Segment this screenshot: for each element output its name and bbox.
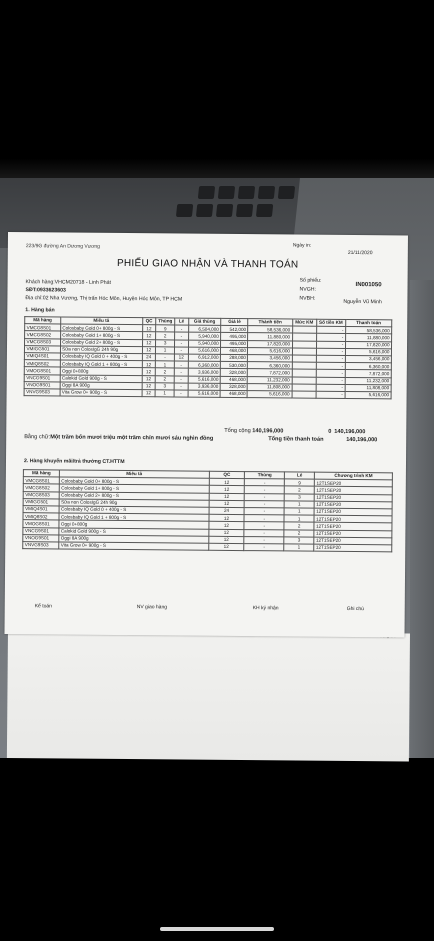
- promo-table-cell: -: [244, 515, 284, 523]
- sales-table-cell: 495,000: [221, 340, 248, 347]
- sales-table-cell: VNCG9S01: [24, 374, 60, 381]
- laptop-edge: [410, 280, 434, 758]
- nvbh-value: Nguyễn Vũ Minh: [343, 298, 382, 306]
- sales-table-cell: 5,940,000: [188, 332, 221, 339]
- promo-table-cell: Colosbaby Gold 2+ 800g - S: [59, 492, 209, 500]
- sales-table-cell: 11,232,000: [248, 376, 292, 384]
- print-date-label: Ngày in:: [292, 242, 312, 249]
- sales-table-cell: VNOG9S01: [24, 381, 60, 388]
- sales-table-cell: -: [316, 377, 345, 384]
- sales-table-cell: 5,616,000: [345, 391, 391, 399]
- sales-table-cell: Calokid Gold 900g - S: [60, 374, 142, 382]
- sales-table-cell: Colosbaby Gold 0+ 800g - S: [60, 324, 142, 332]
- sales-table-cell: 328,000: [220, 383, 247, 390]
- promo-table-cell: VMIQ8S02: [23, 513, 59, 521]
- promo-table-cell: 12T1SEP20: [314, 530, 392, 538]
- sales-table-cell: 3,456,000: [248, 355, 292, 363]
- promo-table-cell: VNCG9S01: [23, 527, 59, 535]
- promo-table-cell: -: [244, 536, 284, 544]
- home-indicator[interactable]: [160, 927, 274, 931]
- keyboard-key: [216, 204, 233, 217]
- promo-table-cell: 12: [208, 536, 244, 544]
- sales-table-cell: Oggi 0+800g: [60, 367, 142, 375]
- sales-table-cell: -: [174, 347, 188, 354]
- promo-column-header: Mã hàng: [23, 470, 59, 478]
- customer-name: Khách hàng:VHCM20718 - Linh Phát: [25, 279, 111, 286]
- sales-table-cell: Vita Grow 0+ 900g - S: [60, 389, 142, 397]
- sales-table-cell: -: [174, 383, 188, 390]
- promo-table-cell: 1: [284, 515, 314, 522]
- sales-table-cell: 3,936,000: [188, 383, 221, 390]
- paper-lower-area: [7, 630, 410, 762]
- sales-table-cell: 2: [155, 368, 174, 375]
- promo-table-cell: -: [244, 543, 284, 551]
- promo-table-cell: -: [244, 500, 284, 508]
- promo-table-cell: Colosbaby Gold 1+ 800g - S: [59, 484, 209, 492]
- sales-table-cell: 11,808,000: [248, 383, 292, 391]
- promo-table-cell: VMIGG501: [23, 498, 59, 506]
- promo-table-cell: 12T1SEP20: [314, 501, 392, 509]
- promo-table-cell: 12: [209, 493, 245, 501]
- sales-table-cell: -: [316, 370, 345, 377]
- receipt-paper: [4, 232, 407, 637]
- sales-table-cell: VMCG8S01: [25, 324, 61, 331]
- sales-table-cell: VNVG9S03: [24, 389, 60, 396]
- promo-table-cell: 12: [208, 529, 244, 537]
- sales-table-cell: 5,616,000: [188, 376, 221, 383]
- promo-table-cell: VMCG8S03: [23, 491, 59, 499]
- keyboard-key: [196, 204, 213, 217]
- promo-table-cell: VMCG8S02: [23, 484, 59, 492]
- promo-table-cell: Colosbaby IQ Gold 0 + 400g - S: [59, 506, 209, 514]
- promo-table-cell: 12: [209, 514, 245, 522]
- sales-table-cell: 3: [155, 382, 174, 389]
- sales-table-cell: 12: [142, 368, 156, 375]
- sales-column-header: Mã hàng: [25, 317, 61, 324]
- keyboard-key: [198, 186, 215, 199]
- promo-table-cell: 24: [209, 507, 245, 515]
- sales-table-cell: -: [175, 332, 189, 339]
- promo-table-cell: 2: [284, 522, 314, 529]
- sales-column-header: Giá lẻ: [221, 318, 248, 325]
- promo-table-cell: -: [244, 529, 284, 537]
- sales-column-header: Miêu tả: [60, 317, 142, 325]
- promo-table-cell: VMOG8S01: [23, 520, 59, 528]
- sales-column-header: Mức KM: [292, 319, 316, 326]
- promo-table-cell: 12T1SEP20: [314, 494, 392, 502]
- sales-table-cell: 6,504,000: [188, 325, 221, 332]
- promo-column-header: Chương trình KM: [315, 472, 393, 480]
- sales-table-cell: 288,000: [221, 354, 248, 361]
- amount-in-words-label: Bằng chữ:: [24, 434, 51, 441]
- promo-table-cell: -: [245, 486, 285, 494]
- sales-heading: 1. Hàng bán: [25, 307, 55, 314]
- sales-table-cell: 3,936,000: [188, 368, 221, 375]
- sales-table-cell: 12: [142, 375, 156, 382]
- sales-table-cell: 1: [155, 361, 174, 368]
- sales-table-cell: 11,808,000: [345, 384, 391, 392]
- sales-table-cell: 58,536,000: [248, 326, 292, 334]
- promo-table: [22, 469, 393, 552]
- promo-table-cell: 12: [209, 486, 245, 494]
- keyboard-key: [256, 204, 273, 217]
- promo-table-cell: VMCG8S01: [23, 477, 59, 485]
- sales-table-cell: VMOG8S01: [24, 367, 60, 374]
- sales-table-cell: VMIGG501: [24, 345, 60, 352]
- signature-customer: KH ký nhận: [252, 605, 279, 612]
- promo-table-cell: Oggi 8A 900g: [59, 535, 209, 543]
- sales-total-label: Tổng cộng: [224, 427, 251, 435]
- sales-column-header: Số tiền KM: [316, 319, 345, 326]
- sales-table-cell: 468,000: [220, 376, 247, 383]
- sales-total-value: 140,196,000: [252, 428, 284, 435]
- promo-table-cell: -: [245, 493, 285, 501]
- sales-table-cell: -: [316, 341, 345, 348]
- promo-table-cell: 12T1SEP20: [314, 522, 392, 530]
- sales-table-cell: VMIQ8S02: [24, 360, 60, 367]
- sales-table-cell: 468,000: [220, 390, 247, 397]
- promo-column-header: Thùng: [245, 472, 285, 480]
- dark-background-bottom: [0, 758, 434, 941]
- sales-table-cell: -: [175, 340, 189, 347]
- dark-background: [0, 0, 434, 180]
- promo-table-cell: 3: [284, 537, 314, 544]
- promo-table-cell: 12T1SEP20: [314, 508, 392, 516]
- sales-table-cell: 6,360,000: [188, 361, 221, 368]
- keyboard-key: [236, 204, 253, 217]
- sales-table-cell: Colosbaby IQ Gold 0 + 400g - S: [60, 353, 142, 361]
- sales-table-cell: -: [316, 391, 345, 398]
- sales-table-cell: 58,536,000: [345, 327, 391, 335]
- sales-table-cell: 12: [142, 346, 156, 353]
- keyboard-key: [278, 186, 295, 199]
- promo-table-cell: 1: [284, 501, 314, 508]
- sales-column-header: QC: [142, 318, 156, 325]
- sales-table-cell: -: [156, 354, 175, 361]
- amount-in-words: Một trăm bốn mươi triệu một trăm chín mươi sáu nghìn đồng: [50, 434, 214, 442]
- promo-table-cell: Calokid Gold 900g - S: [59, 527, 209, 535]
- sales-table-cell: VMCG8S02: [25, 331, 61, 338]
- promo-table-cell: Vita Grow 0+ 900g - S: [59, 542, 209, 550]
- promo-table-cell: -: [244, 508, 284, 516]
- sales-table-cell: 542,000: [221, 326, 248, 333]
- promo-table-cell: 12: [208, 522, 244, 530]
- sales-table-cell: 3: [156, 339, 175, 346]
- print-date-value: 21/11/2020: [347, 249, 373, 257]
- sales-table-cell: -: [174, 368, 188, 375]
- sales-total-pay: 140,196,000: [334, 428, 366, 436]
- sales-table-cell: 5,616,000: [248, 347, 292, 355]
- sales-table-cell: 6,912,000: [188, 354, 221, 361]
- promo-column-header: QC: [209, 471, 245, 479]
- sales-table-cell: 6,360,000: [345, 363, 391, 371]
- promo-table-cell: 12T1SEP20: [314, 487, 392, 495]
- sales-table-cell: 5,616,000: [345, 348, 391, 356]
- sales-table-cell: 12: [142, 332, 156, 339]
- sales-column-header: Giá thùng: [188, 318, 221, 325]
- sales-table-cell: 11,232,000: [345, 377, 391, 385]
- signature-delivery: NV giao hàng: [136, 604, 168, 611]
- promo-table-cell: 2: [284, 486, 314, 493]
- sales-table-cell: 12: [142, 382, 156, 389]
- sales-table-cell: 5,940,000: [188, 340, 221, 347]
- sales-table-cell: 17,820,000: [248, 340, 292, 348]
- sales-table-cell: 5,616,000: [188, 390, 221, 397]
- sales-table-cell: 1: [156, 347, 175, 354]
- sales-table-cell: 11,880,000: [248, 333, 292, 341]
- company-address: 223/9G đường An Dương Vương: [25, 243, 100, 250]
- sales-table-cell: 495,000: [221, 333, 248, 340]
- grand-total-value: 140,196,000: [346, 436, 378, 444]
- promo-table-cell: 12: [209, 478, 245, 486]
- sales-table-cell: -: [316, 355, 345, 362]
- nvgh-label: NVGH:: [299, 286, 316, 293]
- keyboard-key: [176, 204, 193, 217]
- promo-table-cell: 12T1SEP20: [314, 537, 392, 545]
- sales-table-cell: [292, 391, 316, 398]
- sales-table-cell: 12: [174, 354, 188, 361]
- customer-address: Địa chỉ:02 Nha Vương, Thị trấn Hóc Môn, Huyện Hóc Môn, TP HCM: [25, 295, 183, 303]
- promo-column-header: Miêu tả: [59, 470, 209, 478]
- promo-table-cell: -: [245, 479, 285, 487]
- signature-note: Ghi chú: [346, 605, 364, 613]
- sales-table-cell: 530,000: [220, 361, 247, 368]
- sales-table-cell: 7,872,000: [345, 370, 391, 378]
- sales-table-cell: 468,000: [221, 347, 248, 354]
- promo-column-header: Lẻ: [285, 472, 315, 479]
- sales-table-cell: Oggi 8A 900g: [60, 382, 142, 390]
- promo-table-cell: Colosbaby IQ Gold 1 + 800g - S: [59, 513, 209, 521]
- promo-table-cell: -: [244, 522, 284, 530]
- sales-table-cell: -: [316, 326, 345, 333]
- sales-table-cell: 6,360,000: [248, 362, 292, 370]
- sales-table-cell: Colosbaby IQ Gold 1 + 800g - S: [60, 360, 142, 368]
- nvbh-label: NVBH:: [299, 295, 316, 302]
- sales-table: [24, 316, 393, 399]
- sales-table-cell: -: [316, 362, 345, 369]
- sales-column-header: Thùng: [156, 318, 175, 325]
- promo-table-cell: VNVG9S03: [23, 542, 59, 550]
- sales-table-cell: VMIQ4S01: [24, 353, 60, 360]
- sales-table-cell: Colosbaby Gold 1+ 800g - S: [60, 331, 142, 339]
- sales-table-cell: 17,820,000: [345, 341, 391, 349]
- sales-table-cell: -: [316, 384, 345, 391]
- sales-total-km: 0: [328, 428, 332, 435]
- customer-phone: SĐT:0933623603: [25, 287, 66, 294]
- sales-column-header: Lẻ: [175, 318, 189, 325]
- sales-table-cell: 5,616,000: [248, 390, 292, 398]
- sales-table-cell: 12: [142, 361, 156, 368]
- sales-table-cell: Colosbaby Gold 2+ 800g - S: [60, 339, 142, 347]
- promo-table-cell: 12T1SEP20: [314, 515, 392, 523]
- sales-table-cell: 7,872,000: [248, 369, 292, 377]
- sales-table-cell: 24: [142, 354, 156, 361]
- promo-table-cell: Colosbaby Gold 0+ 800g - S: [59, 477, 209, 485]
- signature-accountant: Kế toán: [34, 603, 53, 610]
- promo-table-cell: 12T1SEP20: [314, 544, 392, 552]
- sales-table-cell: VMCG8S03: [25, 338, 61, 345]
- sales-table-cell: -: [316, 334, 345, 341]
- sales-table-cell: 11,880,000: [345, 334, 391, 342]
- sales-table-cell: -: [174, 390, 188, 397]
- promo-table-cell: 12: [208, 543, 244, 551]
- sales-column-header: Thành tiền: [248, 319, 292, 327]
- promo-table-cell: 3: [284, 493, 314, 500]
- promo-table-cell: 1: [284, 544, 314, 551]
- sales-table-cell: 9: [156, 325, 175, 332]
- promo-table-cell: 1: [284, 508, 314, 515]
- promo-table-cell: 9: [285, 479, 315, 486]
- sales-table-cell: 1: [155, 390, 174, 397]
- receipt-number-label: Số phiếu:: [299, 277, 322, 284]
- sales-table-cell: Sữa non ColosIgG 24h 90g: [60, 346, 142, 354]
- sales-table-cell: 3,456,000: [345, 355, 391, 363]
- sales-table-cell: -: [174, 375, 188, 382]
- keyboard-key: [258, 186, 275, 199]
- sales-table-cell: 2: [155, 375, 174, 382]
- keyboard-key: [218, 186, 235, 199]
- keyboard-key: [238, 186, 255, 199]
- promo-table-cell: Sữa non ColosIgG 24h 90g: [59, 499, 209, 507]
- promo-table-cell: VMIQ4S01: [23, 506, 59, 514]
- document-title: PHIẾU GIAO NHẬN VÀ THANH TOÁN: [116, 257, 299, 271]
- sales-column-header: Thanh toán: [345, 319, 391, 327]
- promo-table-cell: 2: [284, 529, 314, 536]
- sales-table-cell: 5,616,000: [188, 347, 221, 354]
- sales-table-cell: -: [175, 325, 189, 332]
- sales-table-cell: 12: [142, 325, 156, 332]
- promo-heading: 2. Hàng khuyến mãi/trả thưởng CT.HTTM: [23, 458, 125, 466]
- sales-table-cell: 328,000: [220, 369, 247, 376]
- promo-table-cell: 12T1SEP20: [314, 479, 392, 487]
- promo-table-cell: VNOG9S01: [23, 534, 59, 542]
- grand-total-label: Tổng tiền thanh toán: [268, 436, 324, 443]
- sales-table-cell: -: [316, 348, 345, 355]
- promo-table-cell: 12: [209, 500, 245, 508]
- sales-table-cell: 12: [142, 390, 156, 397]
- sales-table-cell: 12: [142, 339, 156, 346]
- receipt-number: IN001050: [355, 282, 382, 289]
- promo-table-cell: Oggi 0+800g: [59, 520, 209, 528]
- sales-table-cell: 2: [156, 332, 175, 339]
- sales-table-cell: -: [174, 361, 188, 368]
